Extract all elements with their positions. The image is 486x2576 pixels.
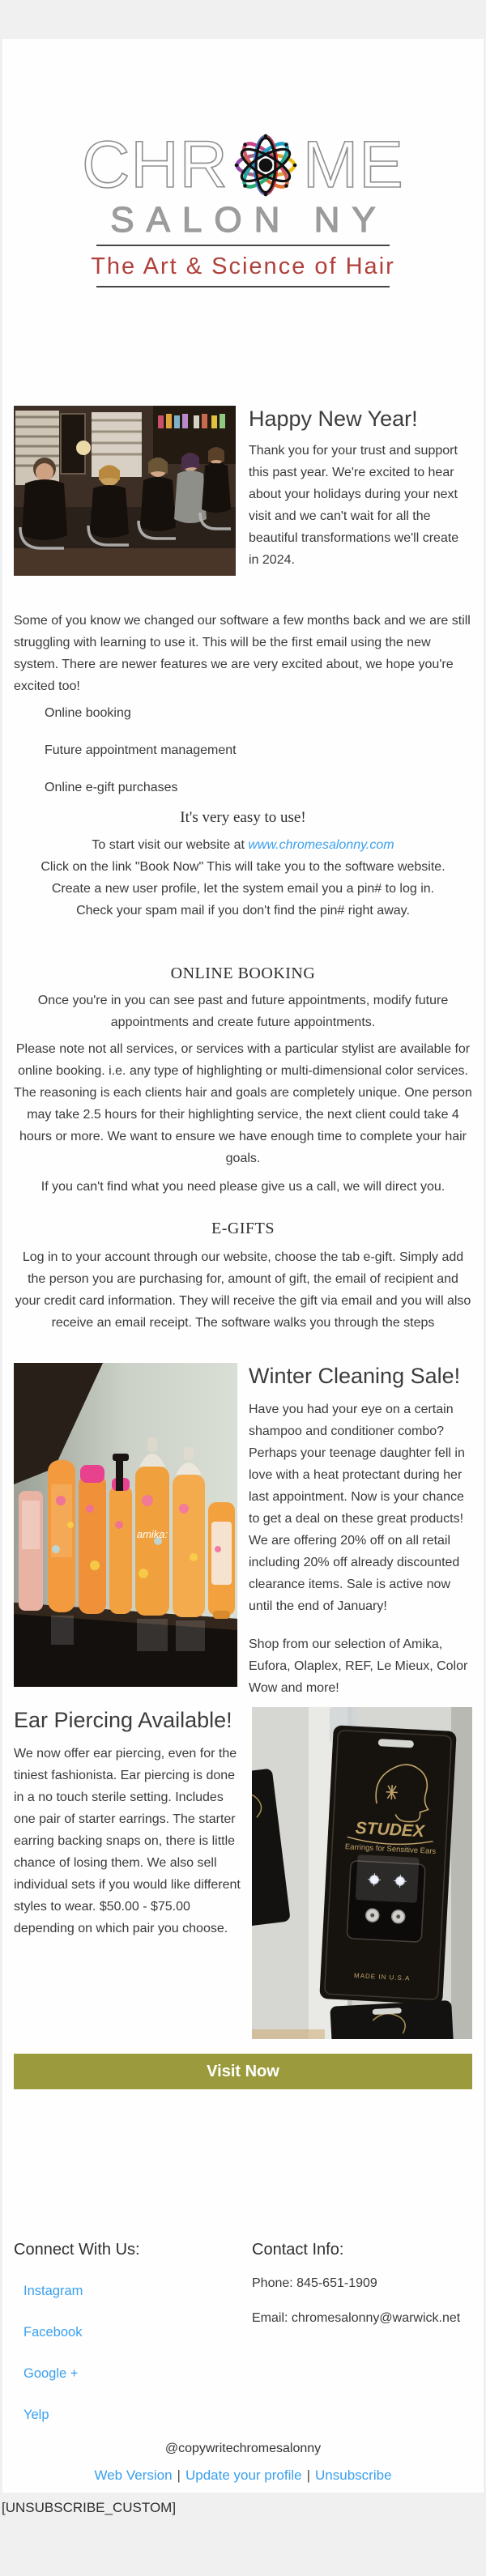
yelp-link[interactable]: Yelp	[23, 2408, 49, 2422]
easy-to-use-line: It's very easy to use!	[180, 809, 306, 826]
email-card	[2, 39, 484, 2493]
earrings-origin-text: MADE IN U.S.A	[353, 1971, 411, 1982]
brand-logo	[14, 39, 472, 287]
online-booking-heading: ONLINE BOOKING	[170, 964, 316, 982]
hair-products-photo	[14, 1363, 237, 1687]
studex-earrings-photo	[252, 1707, 472, 2039]
website-link[interactable]: www.chromesalonny.com	[248, 838, 394, 852]
ear-piercing-section	[14, 1707, 472, 2039]
atom-icon	[230, 130, 301, 201]
website-line	[14, 834, 472, 856]
happy-new-year-section	[14, 406, 472, 576]
contact-phone: Phone: 845-651-1909	[252, 2276, 377, 2290]
connect-column	[14, 2240, 241, 2425]
egifts-heading: E-GIFTS	[211, 1220, 275, 1237]
earrings-brand-text: STUDEX	[355, 1818, 425, 1842]
ear-piercing-body: We now offer ear piercing, even for the tiniest fashionista. Ear piercing is done in a no touch sterile setting. Includes one pair of starter earrings. The starter earring backing snaps on, there is little chance of losing them. We also sell individual sets if you would like different styles to wear. $50.00 - $75.00 depending on which pair you choose.	[14, 1747, 241, 1935]
contact-email: Email: chromesalonny@warwick.net	[252, 2311, 461, 2325]
facebook-link[interactable]: Facebook	[23, 2325, 83, 2340]
hero-title: Happy New Year!	[249, 407, 418, 431]
web-version-link[interactable]: Web Version	[94, 2467, 173, 2483]
brand-text-left: CHR	[82, 128, 228, 202]
footer	[14, 2240, 472, 2425]
hero-text	[249, 406, 472, 576]
hero-body: Thank you for your trust and support this past year. We're excited to hear about your holidays during your next visit and we can't wait for all the beautiful transformations we'll create in 2024.	[249, 444, 459, 567]
ear-piercing-text	[14, 1707, 241, 2039]
feature-egift-purchases: Online e-gift purchases	[45, 781, 178, 794]
egifts-body: Log in to your account through our website, choose the tab e-gift. Simply add the person you are purchasing for, amount of gift, the email of recipient and your credit card information. They will receive the gift via email and you will also receive an email receipt. The software walks you through the steps	[15, 1250, 471, 1330]
feature-appointment-management: Future appointment management	[45, 743, 237, 757]
winter-sale-section	[14, 1363, 472, 1699]
contact-heading: Contact Info:	[252, 2241, 344, 2259]
software-intro-paragraph: Some of you know we changed our software a few months back and we are still struggling with learning to use it. This will be the first email using the new system. There are newer features we are very excited about, we hope you're excited too!	[14, 614, 471, 693]
social-handle: @copywritechromesalonny	[164, 2442, 322, 2455]
connect-heading: Connect With Us:	[14, 2241, 140, 2259]
winter-sale-body: Have you had your eye on a certain shampoo and conditioner combo? Perhaps your teenage daughter fell in love with a heat protectant during her last appointment. Now is your chance to get a deal on these great products! We are offering 20% off on all retail including 20% off already discounted clearance items. Sale is active now until the end of January!	[249, 1403, 465, 1613]
winter-sale-brands: Shop from our selection of Amika, Eufora, Olaplex, REF, Le Mieux, Color Wow and more!	[249, 1637, 468, 1695]
book-now-line: Click on the link "Book Now" This will take you to the software website.	[40, 860, 446, 874]
brand-text-right: ME	[302, 128, 404, 202]
unsubscribe-link[interactable]: Unsubscribe	[315, 2467, 392, 2483]
brand-subtitle: SALON NY	[110, 200, 388, 240]
brand-tagline: The Art & Science of Hair	[91, 253, 395, 279]
google-plus-link[interactable]: Google +	[23, 2366, 79, 2381]
earrings-tagline-text: Earrings for Sensitive Ears	[344, 1842, 437, 1857]
contact-column	[252, 2240, 472, 2425]
feature-online-booking: Online booking	[45, 706, 131, 720]
footer-links-row	[14, 2464, 472, 2486]
profile-line: Create a new user profile, let the system email you a pin# to log in.	[51, 882, 435, 896]
visit-now-button[interactable]: Visit Now	[14, 2054, 472, 2089]
separator: |	[306, 2467, 311, 2483]
products-brand-label: amika:	[136, 1528, 168, 1540]
update-profile-link[interactable]: Update your profile	[185, 2467, 302, 2483]
winter-sale-title: Winter Cleaning Sale!	[249, 1364, 461, 1388]
website-line-prefix: To start visit our website at	[92, 838, 249, 852]
winter-sale-text	[249, 1363, 472, 1699]
instagram-link[interactable]: Instagram	[23, 2284, 83, 2298]
brand-wordmark	[14, 130, 472, 201]
spam-line: Check your spam mail if you don't find the pin# right away.	[76, 904, 410, 918]
getting-started-block	[14, 834, 472, 922]
unsubscribe-merge-tag: [UNSUBSCRIBE_CUSTOM]	[2, 2500, 177, 2515]
team-photo	[14, 406, 236, 576]
feature-list	[14, 702, 472, 798]
divider-bottom	[96, 286, 390, 287]
online-booking-body: Once you're in you can see past and future appointments, modify future appointments and create future appointments.	[37, 994, 449, 1029]
online-booking-call-line: If you can't find what you need please give us a call, we will direct you.	[40, 1180, 446, 1194]
separator: |	[177, 2467, 181, 2483]
ear-piercing-title: Ear Piercing Available!	[14, 1708, 232, 1732]
divider-top	[96, 245, 390, 246]
online-booking-note: Please note not all services, or services with a particular stylist are available for online booking. i.e. any type of highlighting or multi-dimensional color services. The reasoning is each clients hair and goals are completely unique. One person may take 2.5 hours for their highlighting service, the next client could take 4 hours or more. We want to ensure we have enough time to complete your hair goals.	[14, 1042, 472, 1165]
